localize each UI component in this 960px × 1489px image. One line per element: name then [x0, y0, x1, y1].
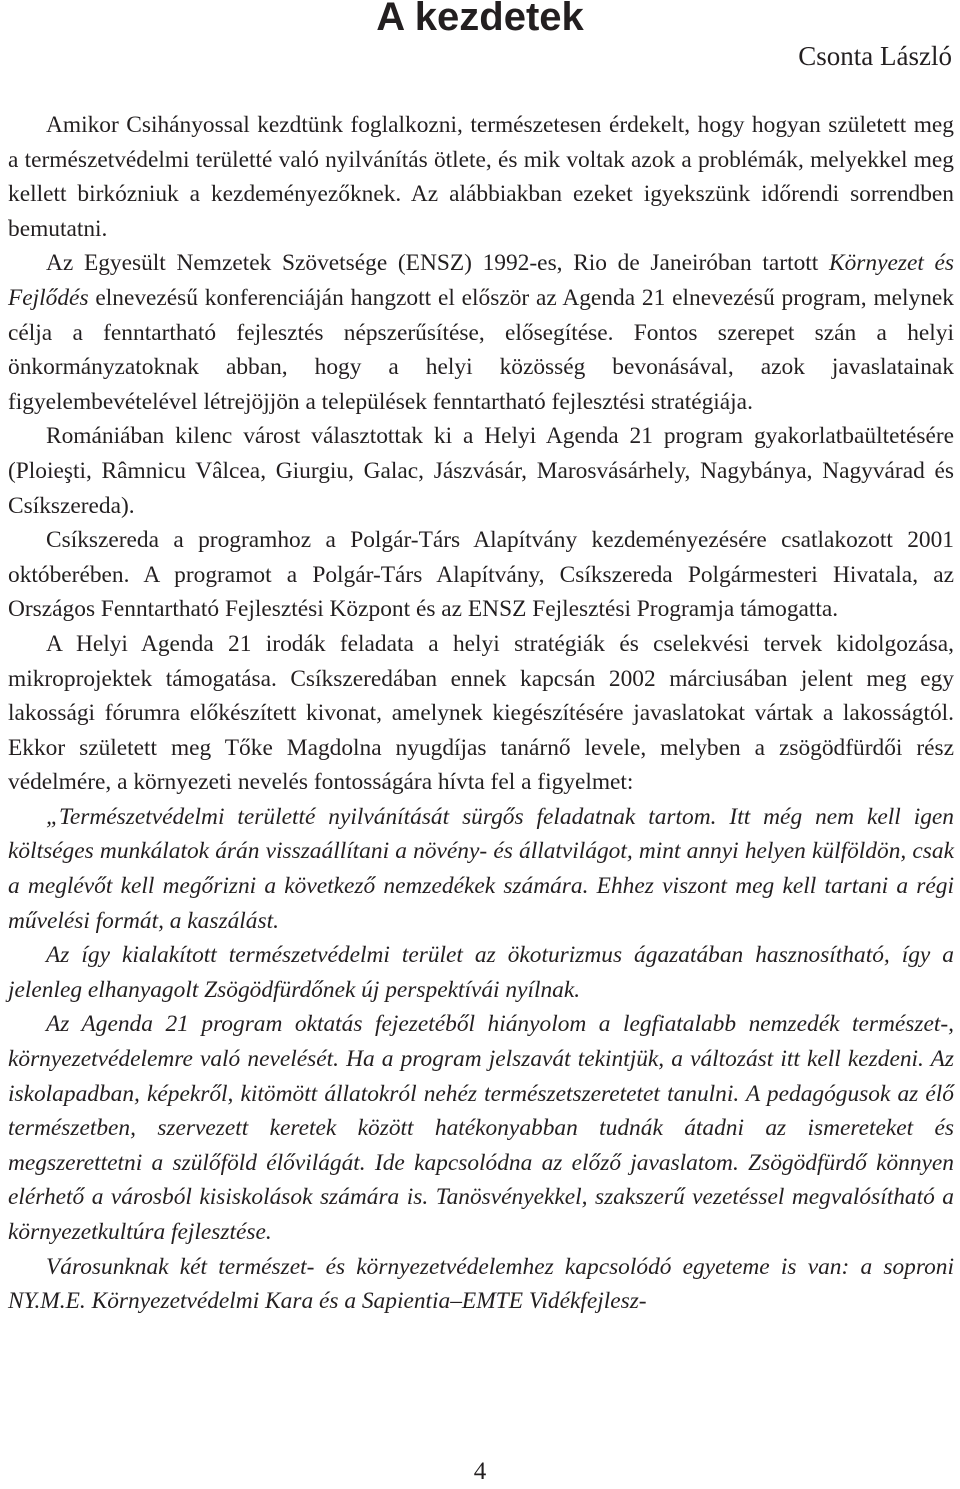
text-run: Romániában kilenc várost választottak ki a Helyi Agenda 21 program gyakorlatbaültetésére (Ploieşti, Râmnicu Vâlcea, Giurgiu, Galac, Jászvásár, Marosvásárhely, Nagybánya, Nagyvárad és Csíkszereda).: [8, 423, 954, 519]
text-run: Amikor Csihányossal kezdtünk foglalkozni, természetesen érdekelt, hogy hogyan született meg a természetvédelmi területté való nyilvánítás ötlete, és mik voltak azok a problémák, melyekkel meg kellett birkózniuk a kezdeményezőknek. Az alábbiakban ezeket igyekszünk időrendi sorrendben bemutatni.: [8, 112, 954, 242]
article-body: [8, 108, 954, 1319]
text-run: Az Egyesült Nemzetek Szövetsége (ENSZ) 1992-es, Rio de Janeiróban tartott: [46, 250, 829, 277]
italic-text-run: Az így kialakított természetvédelmi terület az ökoturizmus ágazatában hasznosítható, így a jelenleg elhanyagolt Zsögödfürdőnek új perspektívái nyílnak.: [8, 942, 954, 1003]
italic-text-run: Az Agenda 21 program oktatás fejezetéből hiányolom a legfiatalabb nemzedék természet-, környezetvédelemre való nevelését. Ha a program jelszavát tekintjük, a változást itt kell kezdeni. Az iskolapadban, képekről, kitömött állatokról nehéz természetszeretetet tanulni. A pedagógusok az élő természetben, szervezett keretek között hatékonyabban tudnák átadni az ismereteket és megszerettetni a szülőföld élővilágát. Ide kapcsolódna az előző javaslatom. Zsögödfürdő könnyen elérhető a városból kisiskolások számára is. Tanösvényekkel, szakszerű vezetéssel megvalósítható a környezetkultúra fejlesztése.: [8, 1011, 954, 1245]
body-paragraph: [8, 627, 954, 800]
page-number: 4: [473, 1458, 487, 1485]
body-paragraph: [8, 800, 954, 938]
body-paragraph: [8, 1250, 954, 1319]
body-paragraph: [8, 419, 954, 523]
body-paragraph: [8, 523, 954, 627]
body-paragraph: [8, 938, 954, 1007]
body-paragraph: [8, 108, 954, 246]
body-paragraph: [8, 246, 954, 419]
article-title: A kezdetek: [376, 0, 584, 39]
italic-text-run: Városunknak két természet- és környezetvédelemhez kapcsolódó egyeteme is van: a soproni NY.M.E. Környezetvédelmi Kara és a Sapientia–EMTE Vidékfejlesz-: [8, 1253, 954, 1315]
text-run: Csíkszereda a programhoz a Polgár-Társ Alapítvány kezdeményezésére csatlakozott 2001 októberében. A programot a Polgár-Társ Alapítvány, Csíkszereda Polgármesteri Hivatala, az Országos Fenntartható Fejlesztési Központ és az ENSZ Fejlesztési Programja támogatta.: [8, 527, 954, 623]
text-run: elnevezésű konferenciáján hangzott el először az Agenda 21 elnevezésű program, melynek célja a fenntartható fejlesztés népszerűsítése, elősegítése. Fontos szerepet szán a helyi önkormányzatoknak abban, hogy a helyi közösség bevonásával, azok javaslatainak figyelembevételével létrejöjjön a települések fenntartható fejlesztési stratégiája.: [8, 284, 954, 415]
italic-text-run: „Természetvédelmi területté nyilvánítását sürgős feladatnak tartom. Itt még nem kell igen költséges munkálatok árán visszaállítani a növény- és állatvilágot, mint annyi helyen külföldön, csak a meglévőt kell megőrizni a következő nemzedékek számára. Ehhez viszont meg kell tartani a régi művelési formát, a kaszálást.: [8, 803, 954, 934]
body-paragraph: [8, 1007, 954, 1249]
italic-text-run: Környezet és Fejlődés: [8, 250, 954, 311]
article-author: Csonta László: [798, 41, 952, 71]
text-run: A Helyi Agenda 21 irodák feladata a helyi stratégiák és cselekvési tervek kidolgozása, mikroprojektek támogatása. Csíkszeredában ennek kapcsán 2002 márciusában jelent meg egy lakossági fórumra előkészített kivonat, amelynek kiegészítésére javaslatokat vártak a lakosságtól. Ekkor született meg Tőke Magdolna nyugdíjas tanárnő levele, melyben a zsögödfürdői rész védelmére, a környezeti nevelés fontosságára hívta fel a figyelmet:: [8, 630, 954, 796]
